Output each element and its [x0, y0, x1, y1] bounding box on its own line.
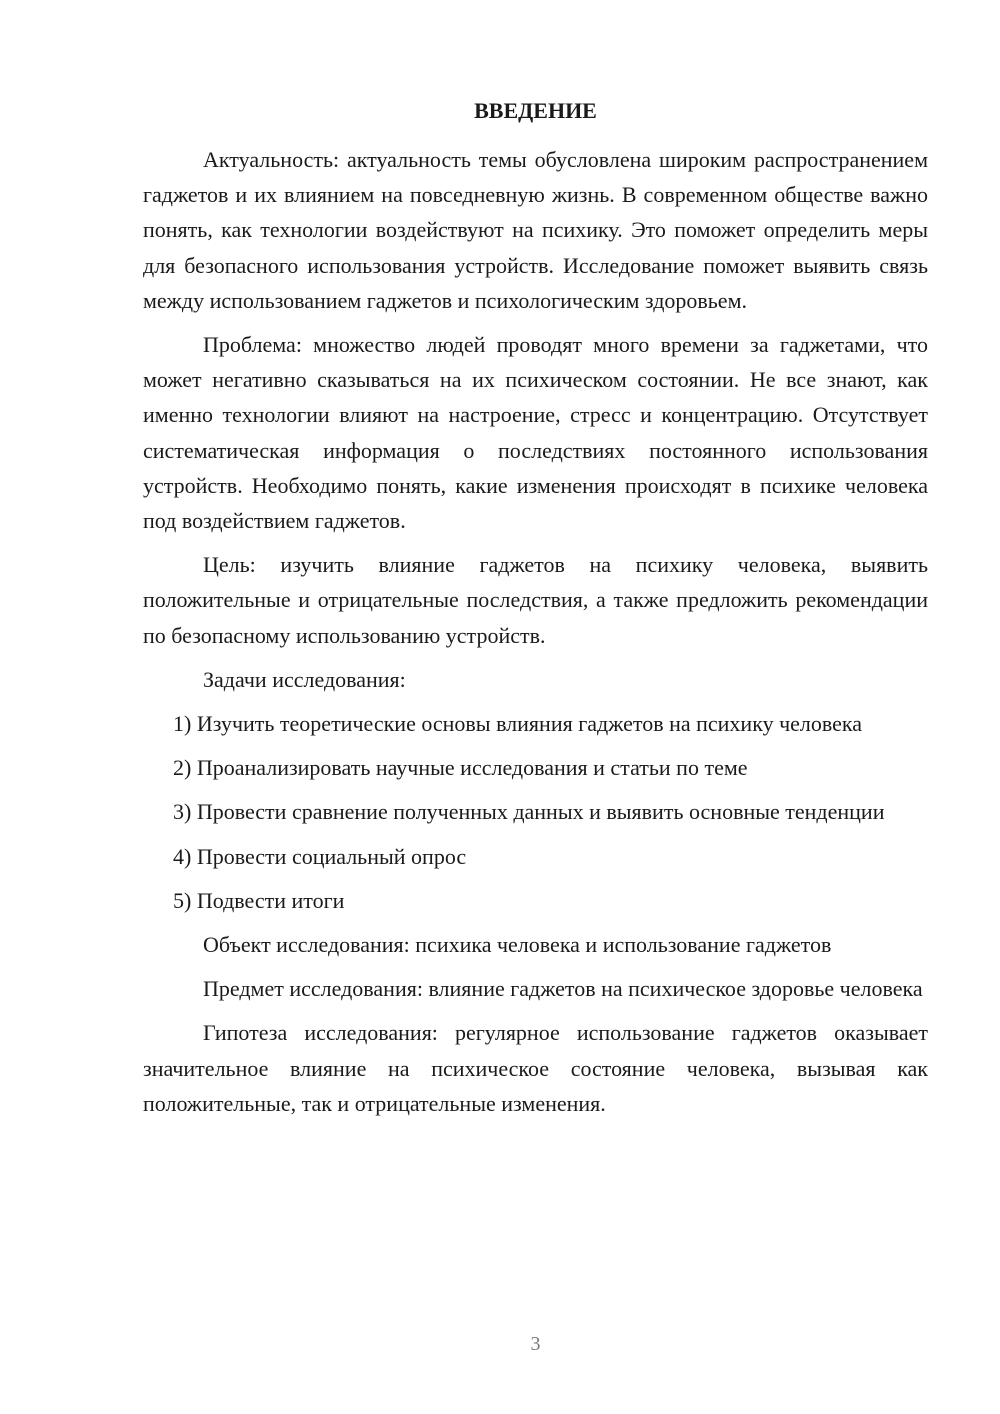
research-subject-paragraph: Предмет исследования: влияние гаджетов на психическое здоровье человека [203, 976, 923, 1002]
task-item: 2) Проанализировать научные исследования и статьи по теме [173, 755, 748, 781]
tasks-heading: Задачи исследования: [203, 666, 406, 692]
task-item: 4) Провести социальный опрос [173, 843, 467, 869]
problem-paragraph: Проблема: множество людей проводят много времени за гаджетами, что может негативно сказываться на их психическом состоянии. Не все знают, как именно технологии влияют на настроение, стресс и концентрацию. Отсутствует систематическая информация о последствиях постоянного использования устройств. Необходимо понять, какие изменения происходят в психике человека под воздействием гаджетов. [143, 332, 928, 534]
goal-paragraph: Цель: изучить влияние гаджетов на психику человека, выявить положительные и отрицательные последствия, а также предложить рекомендации по безопасному использованию устройств. [143, 552, 928, 648]
relevance-paragraph: Актуальность: актуальность темы обусловлена широким распространением гаджетов и их влиянием на повседневную жизнь. В современном обществе важно понять, как технологии воздействуют на психику. Это поможет определить меры для безопасного использования устройств. Исследование поможет выявить связь между использованием гаджетов и психологическим здоровьем. [143, 147, 928, 313]
task-item: 1) Изучить теоретические основы влияния гаджетов на психику человека [173, 711, 863, 737]
research-object-paragraph: Объект исследования: психика человека и использование гаджетов [203, 932, 832, 958]
document-body [143, 142, 928, 1130]
task-item: 5) Подвести итоги [173, 887, 345, 913]
page-number: 3 [530, 1333, 541, 1355]
task-item: 3) Провести сравнение полученных данных и выявить основные тенденции [173, 799, 885, 825]
document-page [143, 0, 928, 1414]
section-title: ВВЕДЕНИЕ [474, 98, 597, 123]
hypothesis-paragraph: Гипотеза исследования: регулярное использование гаджетов оказывает значительное влияние на психическое состояние человека, вызывая как положительные, так и отрицательные изменения. [143, 1020, 928, 1116]
